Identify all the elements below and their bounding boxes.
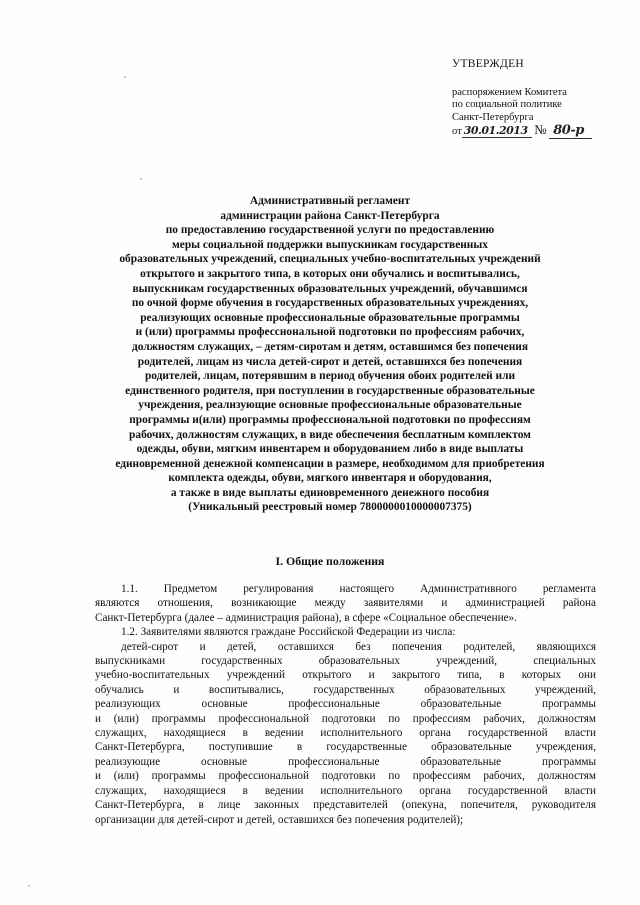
approval-heading: УТВЕРЖДЕН: [452, 58, 525, 70]
title-line: по предоставлению государственной услуги по предоставлению: [165, 224, 495, 237]
title-line: учреждения, реализующие основные профессиональные образовательные: [138, 399, 522, 412]
body-line: 1.1. Предметом регулирования настоящего Административного регламента: [121, 583, 596, 595]
body-line: Санкт-Петербурга, поступившие в государственные образовательные учреждения,: [95, 741, 596, 754]
title-line: должностям служащих, – детям-сиротам и детям, оставшимся без попечения: [131, 340, 529, 353]
handwritten-number: 80-р: [549, 123, 592, 139]
title-line: администрации района Санкт-Петербурга: [220, 209, 440, 222]
section-heading: I. Общие положения: [275, 554, 385, 568]
approval-stamp-block: [452, 58, 622, 139]
title-line: а также в виде выплаты единовременного денежного пособия: [170, 486, 490, 499]
body-line: и (или) программы профессиональной подготовки по профессиям рабочих, должностям: [95, 712, 596, 725]
approval-line-3: Санкт-Петербурга: [452, 111, 534, 123]
body-line: служащих, находящиеся в ведении исполнительного органа государственной власти: [95, 727, 596, 740]
title-line: рабочих, должностям служащих, в виде обеспечения бесплатным комплектом: [129, 428, 531, 441]
approval-line-1: распоряжением Комитета: [452, 86, 567, 98]
scan-speck: [140, 178, 142, 180]
body-line: Санкт-Петербурга (далее – администрация района), в сфере «Социальное обеспечение».: [95, 611, 517, 624]
body-line: реализующие основные профессиональные образовательные программы: [95, 755, 596, 768]
title-line: родителей, лицам, потерявшим в период обучения обоих родителей или: [144, 370, 516, 383]
title-line: меры социальной поддержки выпускникам государственных: [172, 238, 488, 251]
body-line: организации для детей-сирот и детей, оставшихся без попечения родителей);: [95, 813, 464, 826]
approval-line-2: по социальной политике: [452, 99, 562, 110]
body-line: служащих, находящиеся в ведении исполнительного органа государственной власти: [95, 784, 596, 797]
title-line: образовательных учреждений, специальных учебно-воспитательных учреждений: [119, 253, 541, 266]
date-prefix: от: [452, 126, 462, 137]
scan-speck: [28, 885, 30, 887]
title-line: реализующих основные профессиональные образовательные программы: [140, 311, 520, 324]
number-prefix: №: [534, 122, 547, 137]
body-line: и (или) программы профессиональной подготовки по профессиям рабочих, должностям: [95, 770, 596, 783]
body-line: детей-сирот и детей, оставшихся без попечения родителей, являющихся: [121, 640, 596, 653]
title-line: родителей, лицам из числа детей-сирот и детей, оставшихся без попечения: [137, 355, 523, 368]
handwritten-date: 30.01.2013: [462, 124, 532, 138]
body-text: [95, 582, 596, 827]
body-line: Санкт-Петербурга, в лице законных представителей (опекуна, попечителя, руководителя: [95, 799, 596, 812]
title-line: по очной форме обучения в государственных образовательных учреждениях,: [131, 297, 529, 310]
scan-speck: [124, 76, 126, 78]
body-line: реализующих основные профессиональные образовательные программы: [95, 698, 596, 711]
title-line: открытого и закрытого типа, в которых они обучались и воспитывались,: [140, 267, 520, 280]
title-line: комплекта одежды, обуви, мягкого инвентаря и оборудования,: [168, 472, 492, 485]
body-line: обучались и воспитывались, государственных образовательных учреждений,: [95, 683, 596, 696]
title-line: одежды, обуви, мягким инвентарем и оборудованием либо в виде выплаты: [136, 443, 524, 456]
title-line: и (или) программы профессиональной подготовки по профессиям рабочих,: [135, 326, 525, 339]
body-line: выпускниками государственных образовательных учреждений, специальных: [95, 655, 596, 668]
title-line: Административный регламент: [249, 195, 411, 207]
title-line: единственного родителя, при поступлении в государственные образовательные: [125, 384, 535, 397]
body-line: 1.2. Заявителями являются граждане Российской Федерации из числа:: [121, 626, 456, 639]
approval-date-line: [452, 124, 622, 139]
title-line: (Уникальный реестровый номер 7800000010000007375): [188, 501, 472, 514]
body-line: являются отношения, возникающие между заявителями и администрацией района: [95, 597, 596, 610]
document-title: [80, 194, 580, 515]
title-line: программы и(или) программы профессиональной подготовки по профессиям: [129, 413, 531, 426]
title-line: единовременной денежной компенсации в размере, необходимом для приобретения: [115, 457, 545, 470]
body-line: учебно-воспитательных учреждений открытого и закрытого типа, в которых они: [95, 669, 596, 682]
title-line: выпускникам государственных образовательных учреждений, обучавшимся: [132, 282, 528, 295]
